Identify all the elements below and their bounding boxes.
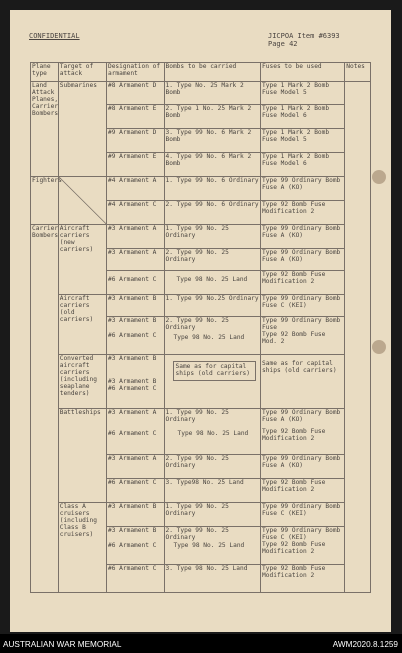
table-row [31,409,371,455]
column-header: Designation of armament [106,63,164,82]
armament-cell: #4 Armament C [106,201,164,225]
armament-line: #6 Armament C [107,429,157,437]
bombs-cell: 1. Type 99 No.25 Ordinary [164,295,261,317]
bombs-line: Same as for capital ships (old carriers) [173,361,257,381]
bombs-line: Type 98 No. 25 Land [173,333,245,341]
fuses-cell [261,527,345,565]
column-header: Bombs to be carried [164,63,261,82]
fuses-cell [261,355,345,409]
armament-cell [106,317,164,355]
armament-cell: #3 Armament A [106,225,164,249]
armament-line: #3 Armament B [107,527,157,534]
plane-type-cell: Fighters [31,177,59,225]
item-number: JICPOA Item #6393 [268,32,340,40]
fuses-cell: Type 99 Ordinary Bomb Fuse C (KEI) [261,295,345,317]
table-row [31,225,371,249]
accession-number: AWM2020.8.1259 [332,640,398,649]
target-cell: Aircraft carriers (new carriers) [58,225,106,295]
fuses-cell: Type 1 Mark 2 Bomb Fuse Model 5 [261,129,345,153]
armament-line: #3 Armament B [107,317,157,324]
fuses-cell: Type 99 Ordinary Bomb Fuse A (KO) [261,225,345,249]
fuses-cell: Type 99 Ordinary Bomb Fuse A (KO) [261,177,345,201]
armament-cell: #8 Armament E [106,105,164,129]
bombs-line: 2. Type 99 No. 25 Ordinary [165,527,229,541]
target-cell: Converted aircraft carriers (including seaplane tenders) [58,355,106,409]
bombs-line: Type 98 No. 25 Land [177,429,249,437]
bombs-cell [164,355,261,409]
fuses-cell: Type 92 Bomb Fuse Modification 2 [261,565,345,593]
plane-type-cell: Carrier Bombers [31,225,59,593]
column-header: Target of attack [58,63,106,82]
armament-cell: #6 Armament C [106,271,164,295]
armament-cell: #6 Armament C [106,565,164,593]
fuses-cell [261,409,345,455]
bombs-cell: 3. Type 99 No. 6 Mark 2 Bomb [164,129,261,153]
fuses-cell: Type 99 Ordinary Bomb Fuse A (KO) [261,249,345,271]
bombs-line: Type 98 No. 25 Land [173,541,245,549]
fuses-cell: Type 99 Ordinary Bomb Fuse A (KO) [261,455,345,479]
fuses-cell: Type 92 Bomb Fuse Modification 2 [261,271,345,295]
column-header: Notes [345,63,371,82]
table-row [31,177,371,201]
fuses-cell: Type 1 Mark 2 Bomb Fuse Model 6 [261,153,345,177]
bombs-cell: 2. Type 99 No. 6 Ordinary [164,201,261,225]
table-header-row [31,63,371,82]
bombs-cell: 3. Type98 No. 25 Land [164,479,261,503]
target-cell-diagonal [58,177,106,225]
armament-line: #6 Armament C [107,331,157,339]
bombs-cell: 2. Type 1 No. 25 Mark 2 Bomb [164,105,261,129]
bombs-cell: 1. Type 99 No. 6 Ordinary [164,177,261,201]
plane-type-cell: Land Attack Planes, Carrier Bombers [31,82,59,177]
punch-hole [372,170,386,184]
armament-line: #6 Armament C [107,384,157,392]
archive-footer [0,634,402,653]
bombs-cell [164,527,261,565]
armament-table [30,62,371,593]
notes-cell [345,82,371,593]
target-cell: Submarines [58,82,106,177]
fuses-line: Type 99 Ordinary Bomb Fuse A (KO) [262,409,341,423]
fuses-cell: Type 92 Bomb Fuse Modification 2 [261,201,345,225]
armament-line: #3 Armament B [107,377,157,385]
fuses-line: Type 92 Bomb Fuse Modification 2 [262,427,326,442]
table-row [31,82,371,105]
confidential-label: CONFIDENTIAL [29,32,80,40]
bombs-cell [164,409,261,455]
page-number: Page 42 [268,40,298,48]
table-row [31,355,371,409]
fuses-cell [261,317,345,355]
bombs-cell: 2. Type 99 No. 25 Ordinary [164,249,261,271]
armament-cell: #9 Armament D [106,129,164,153]
fuses-cell: Type 99 Ordinary Bomb Fuse C (KEI) [261,503,345,527]
bombs-cell: 1. Type No. 25 Mark 2 Bomb [164,82,261,105]
fuses-line: Type 99 Ordinary Bomb Fuse C (KEI) [262,527,341,541]
table-row [31,295,371,317]
institution-name: AUSTRALIAN WAR MEMORIAL [3,640,122,649]
bombs-cell: 2. Type 99 No. 25 Ordinary [164,455,261,479]
fuses-line: Same as for capital ships (old carriers) [262,360,337,374]
armament-cell: #3 Armament B [106,295,164,317]
bombs-line: 1. Type 99 No. 25 Ordinary [165,409,229,423]
bombs-cell: 1. Type 99 No. 25 Ordinary [164,225,261,249]
armament-line: #3 Armament B [107,355,157,362]
armament-cell: #6 Armament C [106,479,164,503]
armament-cell: #3 Armament A [106,455,164,479]
bombs-cell: Type 98 No. 25 Land [164,271,261,295]
bombs-line: 2. Type 99 No. 25 Ordinary [165,317,229,331]
bombs-cell: 1. Type 99 No. 25 Ordinary [164,503,261,527]
armament-cell: #8 Armament D [106,82,164,105]
armament-cell: #3 Armament A [106,249,164,271]
armament-line: #3 Armament A [107,409,157,416]
armament-cell [106,409,164,455]
armament-cell: #4 Armament A [106,177,164,201]
bombs-cell [164,317,261,355]
bombs-cell: 3. Type 98 No. 25 Land [164,565,261,593]
fuses-line: Type 92 Bomb Fuse Mod. 2 [262,330,326,345]
fuses-cell: Type 1 Mark 2 Bomb Fuse Model 6 [261,105,345,129]
armament-cell [106,355,164,409]
target-cell: Aircraft carriers (old carriers) [58,295,106,355]
armament-cell: #3 Armament B [106,503,164,527]
fuses-line: Type 99 Ordinary Bomb Fuse [262,317,341,331]
target-cell: Battleships [58,409,106,503]
fuses-line: Type 92 Bomb Fuse Modification 2 [262,540,326,555]
column-header: Fuses to be used [261,63,345,82]
diagonal-line [59,177,106,224]
armament-cell: #9 Armament E [106,153,164,177]
table-row [31,503,371,527]
punch-hole [372,340,386,354]
fuses-cell: Type 92 Bomb Fuse Modification 2 [261,479,345,503]
armament-cell [106,527,164,565]
target-cell: Class A cruisers (including Class B cruisers) [58,503,106,593]
column-header: Plane type [31,63,59,82]
fuses-cell: Type 1 Mark 2 Bomb Fuse Model 5 [261,82,345,105]
bombs-cell: 4. Type 99 No. 6 Mark 2 Bomb [164,153,261,177]
armament-line: #6 Armament C [107,541,157,549]
